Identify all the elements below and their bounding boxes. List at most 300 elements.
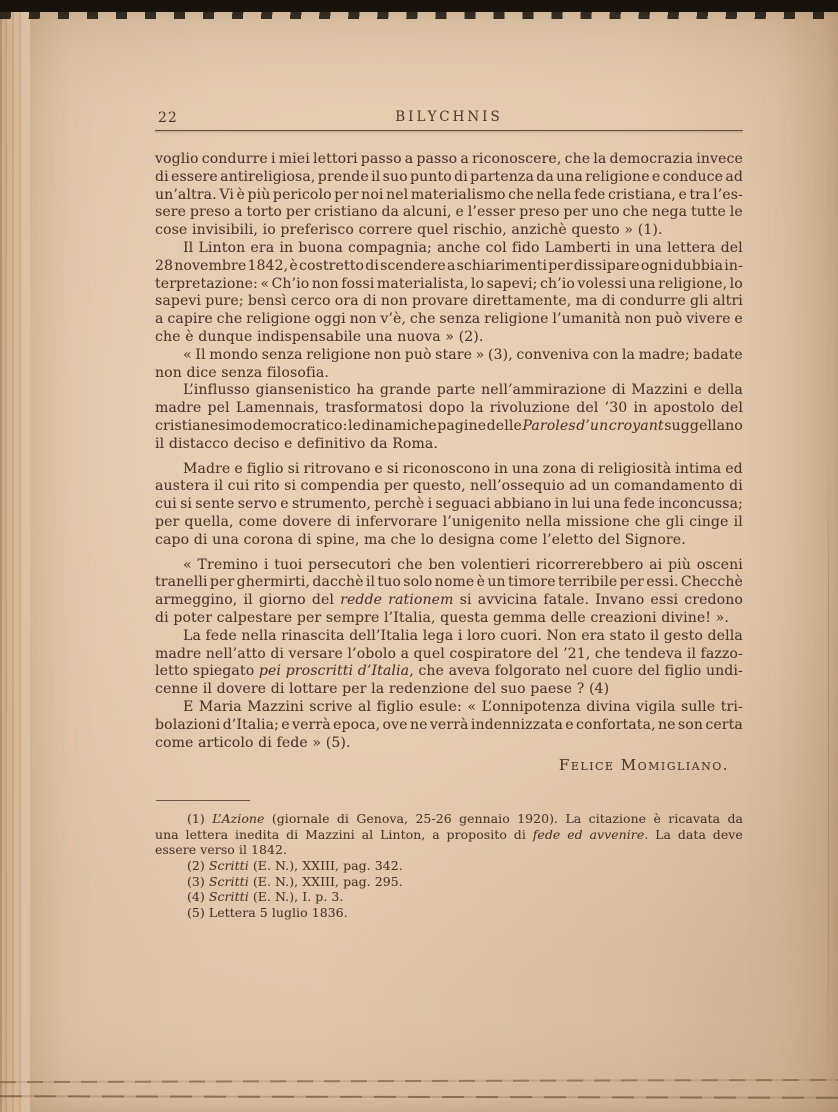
word: in [633,400,648,417]
word: madre; [638,346,690,363]
word: intima [675,460,722,477]
word: non [311,275,339,292]
word: fido [511,239,540,256]
torn-paper-top-edge [0,12,838,19]
word: per [334,186,359,203]
word: materialismo [410,186,506,203]
word: essere [171,168,218,185]
word: undi- [705,663,743,680]
word: di [580,460,595,477]
word: condurre [619,293,686,310]
paragraph [155,628,743,699]
page-stack-left-edge [0,9,30,1112]
text-line [155,574,743,592]
word: cristianesimo [155,417,253,434]
word: è [289,257,298,274]
word: fede [623,496,655,513]
word: terribile [557,574,618,591]
word: antireligiosa, [220,168,316,185]
word: i [263,556,269,573]
word: in [554,496,569,513]
word: al [361,826,374,842]
word: per [155,513,180,530]
word: di [611,382,626,399]
word: di [336,513,351,530]
word: apostolo [653,400,715,417]
word: pure; [205,293,244,310]
paragraph [155,461,743,550]
word: Ch’io [271,275,310,292]
word: lettori [313,151,358,167]
word: volessi [577,275,627,292]
word: Tremino [197,556,259,573]
word: cerco [290,293,331,310]
word: può [655,311,683,328]
word: più [247,186,271,203]
word: democratico: [252,417,348,434]
word: e [734,311,743,328]
word: ha [356,382,375,399]
word: compagnia; [348,239,432,256]
word: il [243,592,253,609]
word: del [720,239,743,256]
word: comandamento [614,478,725,495]
word: il [686,645,697,662]
word: col [485,239,507,256]
word: Linton [198,239,246,256]
text-line [155,699,743,717]
word: dopo [428,400,465,417]
word: l’umanità [552,311,621,328]
word: v’è, [380,311,407,328]
word: osceni [696,556,743,573]
word: vivere [686,311,731,328]
word: rito [253,478,280,495]
text-line: di poter calpestare per sempre l’Italia, questa gemma delle creazioni divine! ». [155,609,730,626]
paragraph [155,151,743,240]
text-line: non dice senza filosofia. [155,364,329,381]
word: parte [436,382,476,399]
word: era [581,627,605,644]
word: per [619,574,644,591]
word: il [733,513,743,530]
word: giorno [258,592,306,609]
word: croyant [608,417,664,434]
word: senza [261,346,303,363]
word: cuore [592,663,634,680]
word: dacchè [312,574,364,591]
word: abbiano [493,496,552,513]
word: di [286,826,299,842]
word: prende [317,168,369,185]
word: cui [227,478,250,495]
word: l’esser [467,204,516,221]
word: che [564,151,591,167]
word: di [365,257,379,274]
word: 1920). [517,811,559,826]
word: grande [379,382,432,399]
word: a [400,645,410,662]
footnote-separator-rule [156,800,250,801]
word: un [591,478,610,495]
word: di [362,293,377,310]
word: lettera [185,826,229,842]
word: fede [532,826,561,842]
word: nell’ossequio [470,478,565,495]
word: giansenistico [255,382,351,399]
word: persecutori [308,556,392,573]
word: preso [189,204,231,221]
word: ad [569,478,587,495]
word: a [404,151,414,167]
word: (1) [187,811,205,826]
word: sere [155,204,187,221]
word: figlio [376,698,414,715]
word: Genova, [356,811,409,826]
word: Invano [595,592,645,609]
word: ben [428,556,456,573]
word: da [727,811,743,826]
word: verrà [429,716,469,733]
text-line [155,628,743,646]
word: Non [546,627,577,644]
word: compendia [300,478,380,495]
word: volentieri [460,556,531,573]
word: nel [386,186,409,203]
word: ch’io [539,275,575,292]
word: confortata, [576,716,656,733]
word: L’onnipotenza [481,698,581,715]
word: quella, [184,513,234,530]
word: bolazioni [155,716,221,733]
word: L’influsso [183,382,250,399]
body-text [155,151,743,752]
word: rationem [388,592,454,609]
word: per [285,204,311,221]
word: per [383,478,409,495]
word: (3), [487,346,513,363]
word: nella [536,186,572,203]
text-line [155,382,743,400]
word: cristiana, [607,186,676,203]
word: Mazzini [305,826,355,842]
word: di [729,478,743,495]
word: torto [246,204,283,221]
word: di [155,168,169,185]
word: una [593,496,621,513]
word: la [621,346,636,363]
text-line [155,592,743,610]
word: ove [382,716,408,733]
word: e [374,460,383,477]
word: oggi [314,311,346,328]
word: si [284,478,297,495]
word: ogni [640,257,673,274]
word: da [536,168,554,185]
word: non [624,311,652,328]
text-line: cenne il dovere di lottare per la redenzione del suo paese ? (4) [155,681,610,698]
word: non [349,311,377,328]
text-line [155,646,743,664]
word: del [576,400,599,417]
word: missione [566,513,630,530]
word: L’Azione [212,811,265,826]
word: Il [195,346,206,363]
word: di [454,168,468,185]
word: a [432,826,440,842]
word: che [594,645,621,662]
word: madre [155,400,202,417]
word: « [183,556,192,573]
word: provare [411,293,469,310]
word: che [216,311,243,328]
word: dovere [282,513,332,530]
word: armeggino, [155,592,238,609]
word: « [467,698,477,715]
word: tuoi [274,556,303,573]
word: zona [542,460,577,477]
text-line [155,347,743,365]
paragraph [155,240,743,347]
text-line [155,240,743,258]
word: del [311,592,335,609]
word: religione [306,346,371,363]
word: Mazzini [631,382,688,399]
word: redde [340,592,383,609]
word: una [628,275,656,292]
word: che [409,311,436,328]
word: perchè [374,496,425,513]
word: e [281,716,290,733]
word: con [592,346,619,363]
word: deve [712,826,743,842]
word: religione [585,168,650,185]
word: nella [525,513,562,530]
word: una [556,168,583,185]
word: cinge [689,513,729,530]
word: badate [693,346,743,363]
word: d’Italia, [357,663,414,680]
text-line [155,514,743,532]
word: ritrovano [303,460,371,477]
word: terpretazione: [155,275,258,292]
word: Paroles [522,417,576,434]
word: a [446,257,456,274]
word: gennaio [459,811,510,826]
word: che [397,556,423,573]
word: nella [241,627,277,644]
word: d’un [576,417,609,434]
word: solo [403,574,433,591]
word: materialista, [376,275,469,292]
word: e [565,716,574,733]
text-line: (3) Scritti (E. N.), XXIII, pag. 295. [187,873,403,889]
text-line [155,461,743,479]
word: nell’atto [205,645,266,662]
journal-title: BILYCHNIS [395,109,503,125]
word: preso [519,204,560,221]
word: inedita [234,826,280,842]
word: i [270,151,276,167]
word: sapevi; [486,275,538,292]
word: religione [246,311,311,328]
word: dinamiche [361,417,437,434]
text-line [155,187,743,205]
word: La [183,627,201,644]
word: e [234,460,243,477]
paragraph [155,858,743,874]
word: indennizzata [470,716,563,733]
word: del [536,645,559,662]
word: lo [729,275,743,292]
paragraph [155,889,743,905]
word: delle [486,417,522,434]
text-line: come articolo di fede » (5). [155,734,351,751]
text-line: (4) Scritti (E. N.), I. p. 3. [187,889,344,905]
word: il [649,627,660,644]
word: si [459,592,472,609]
word: avvicina [477,592,538,609]
text-line [155,663,743,681]
word: l’obolo [347,645,397,662]
word: sapevi [155,293,202,310]
word: ora [334,293,359,310]
text-line: (5) Lettera 5 luglio 1836. [187,905,348,921]
word: noi [361,186,384,203]
word: « [260,275,270,292]
word: il [371,168,381,185]
word: nome [434,574,475,591]
text-line [155,258,743,276]
text-line: che è dunque indispensabile una nuova » (2). [155,328,484,345]
word: bensì [247,293,287,310]
word: di [513,826,526,842]
word: verrà [292,716,331,733]
word: del [720,400,743,417]
word: la [470,400,484,417]
word: conduce [662,168,724,185]
word: vigila [635,698,676,715]
word: dell’Italia [349,627,419,644]
word: che [622,204,649,221]
word: non [380,293,408,310]
word: è [653,811,661,826]
word: un’altra. [155,186,217,203]
word: folgorato [494,663,561,680]
text-line [155,827,743,843]
word: ricavata [668,811,721,826]
word: religione, [658,275,728,292]
word: Il [183,239,194,256]
text-line: capo di una corona di spine, ma che lo designa come l’eletto del Signore. [155,531,686,548]
word: d’Italia; [222,716,279,733]
text-line [155,811,743,827]
word: gli [665,513,684,530]
word: i [457,627,463,644]
word: tranelli [155,574,208,591]
word: costretto [298,257,365,274]
word: E [183,698,194,715]
word: dubbia [673,257,724,274]
scan-top-black-strip [0,0,838,12]
text-line: il distacco deciso e definitivo da Roma. [155,435,439,452]
word: Madre [183,460,231,477]
word: una [635,239,662,256]
word: che [508,186,534,203]
word: sente [195,496,235,513]
word: loro [467,627,496,644]
text-line [155,151,743,169]
word: buona [298,239,343,256]
word: pagine [437,417,487,434]
text-line [155,293,743,311]
word: religiosità [598,460,672,477]
word: al [358,698,372,715]
word: il [365,574,376,591]
word: stato [609,627,646,644]
paragraph [155,874,743,890]
word: strumento, [291,496,372,513]
word: epoca, [333,716,381,733]
text-line [155,311,743,329]
word: cui [155,496,177,513]
word: punto [410,168,452,185]
paragraph [155,382,743,453]
word: fatale. [543,592,590,609]
word: Checchè [680,574,743,591]
word: era [250,239,275,256]
word: per [548,257,573,274]
word: quel [413,645,445,662]
word: 1842, [247,257,289,274]
word: lui [571,496,591,513]
word: si [287,460,300,477]
word: alcuni, [402,204,452,221]
word: pei [258,663,282,680]
text-line: cose invisibili, io preferisco correre quel rischio, anzichè questo » (1). [155,222,663,239]
word: religione [484,311,549,328]
word: « [183,346,192,363]
word: nega [651,204,688,221]
word: cristiano [314,204,378,221]
word: rivoluzione [489,400,571,417]
word: suo [382,168,408,185]
word: proposito [446,826,507,842]
word: del [637,663,660,680]
word: suggellano [664,417,743,434]
word: Maria [198,698,242,715]
word: i [427,496,433,513]
word: pel [207,400,230,417]
word: e [651,168,661,185]
word: a [234,204,243,221]
word: credono [684,592,743,609]
word: scendere [380,257,446,274]
word: servo [237,496,277,513]
word: essi [650,592,679,609]
word: e [280,496,289,513]
paragraph [155,905,743,921]
word: seguaci [435,496,491,513]
word: lettera [667,239,716,256]
word: tri- [720,698,743,715]
word: capire [167,311,213,328]
word: essi. [646,574,679,591]
word: ricorrerebbero [535,556,644,573]
word: La [565,811,582,826]
word: che [634,513,661,530]
word: tendeva [624,645,683,662]
